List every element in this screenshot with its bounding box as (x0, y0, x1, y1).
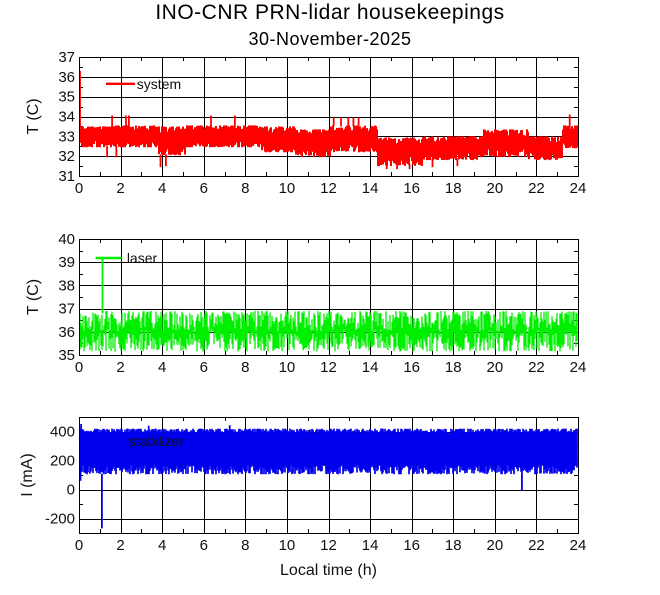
y-tick-label: 33 (58, 128, 75, 146)
x-tick-label: 10 (278, 180, 296, 197)
x-tick-label: 16 (403, 180, 421, 197)
data-band-laser (80, 311, 577, 352)
x-tick-label: 22 (528, 180, 545, 197)
legend-label-stabilizer: stabilizer (128, 432, 185, 449)
x-tick-label: 6 (199, 359, 208, 376)
x-tick-label: 8 (241, 180, 250, 197)
y-tick-label: 32 (58, 148, 75, 166)
x-tick-label: 10 (278, 359, 296, 376)
y-tick-label: 35 (58, 347, 75, 364)
y-tick-label: 37 (58, 300, 75, 318)
x-tick-label: 12 (320, 359, 337, 376)
x-tick-label: 4 (157, 359, 167, 376)
x-tick-label: 2 (116, 359, 125, 376)
chart-system (25, 49, 586, 197)
legend-label-system: system (136, 75, 182, 92)
x-tick-label: 18 (444, 359, 462, 376)
x-tick-label: 12 (320, 537, 337, 554)
y-axis-title: T (C) (25, 278, 42, 316)
x-tick-label: 6 (199, 537, 208, 554)
x-tick-label: 20 (486, 537, 504, 554)
y-tick-label: 34 (58, 108, 75, 126)
x-tick-label: 22 (528, 537, 545, 554)
x-tick-label: 0 (74, 359, 84, 376)
x-axis-title: Local time (h) (280, 562, 377, 579)
y-tick-label: 36 (58, 323, 75, 341)
x-tick-label: 16 (403, 359, 421, 376)
x-tick-label: 4 (157, 537, 167, 554)
x-tick-label: 14 (361, 537, 379, 554)
x-tick-label: 0 (74, 537, 84, 554)
y-tick-label: 400 (49, 423, 75, 441)
chart-laser (25, 231, 586, 376)
x-tick-label: 2 (116, 537, 125, 554)
legend-label-laser: laser (126, 250, 158, 267)
x-tick-label: 2 (116, 180, 125, 197)
y-tick-label: -200 (44, 510, 75, 528)
x-tick-label: 14 (361, 180, 379, 197)
y-tick-label: 38 (58, 277, 75, 295)
x-tick-label: 18 (444, 537, 462, 554)
page-title: INO-CNR PRN-lidar housekeepings (155, 1, 505, 24)
x-tick-label: 16 (403, 537, 421, 554)
x-tick-label: 24 (569, 180, 587, 197)
y-tick-label: 40 (58, 231, 75, 248)
y-tick-label: 31 (58, 168, 75, 185)
y-axis-title: I (mA) (19, 453, 36, 497)
x-tick-label: 18 (444, 180, 462, 197)
x-tick-label: 8 (241, 537, 250, 554)
x-tick-label: 20 (486, 359, 504, 376)
y-axis-title: T (C) (25, 98, 42, 135)
x-tick-label: 20 (486, 180, 504, 197)
x-tick-label: 6 (199, 180, 208, 197)
y-tick-label: 36 (58, 68, 75, 86)
x-tick-label: 24 (569, 537, 587, 554)
page-subtitle: 30-November-2025 (248, 29, 412, 49)
chart-stabilizer (19, 417, 586, 579)
y-tick-label: 39 (58, 254, 75, 272)
data-band-system (80, 125, 577, 166)
x-tick-label: 0 (74, 180, 84, 197)
y-tick-label: 37 (58, 49, 75, 66)
y-tick-label: 35 (58, 88, 75, 106)
x-tick-label: 10 (278, 537, 296, 554)
y-tick-label: 200 (49, 452, 75, 470)
x-tick-label: 8 (241, 359, 250, 376)
x-tick-label: 22 (528, 359, 545, 376)
x-tick-label: 24 (569, 359, 587, 376)
x-tick-label: 12 (320, 180, 337, 197)
x-tick-label: 14 (361, 359, 379, 376)
y-tick-label: 0 (66, 481, 75, 499)
x-tick-label: 4 (157, 180, 167, 197)
